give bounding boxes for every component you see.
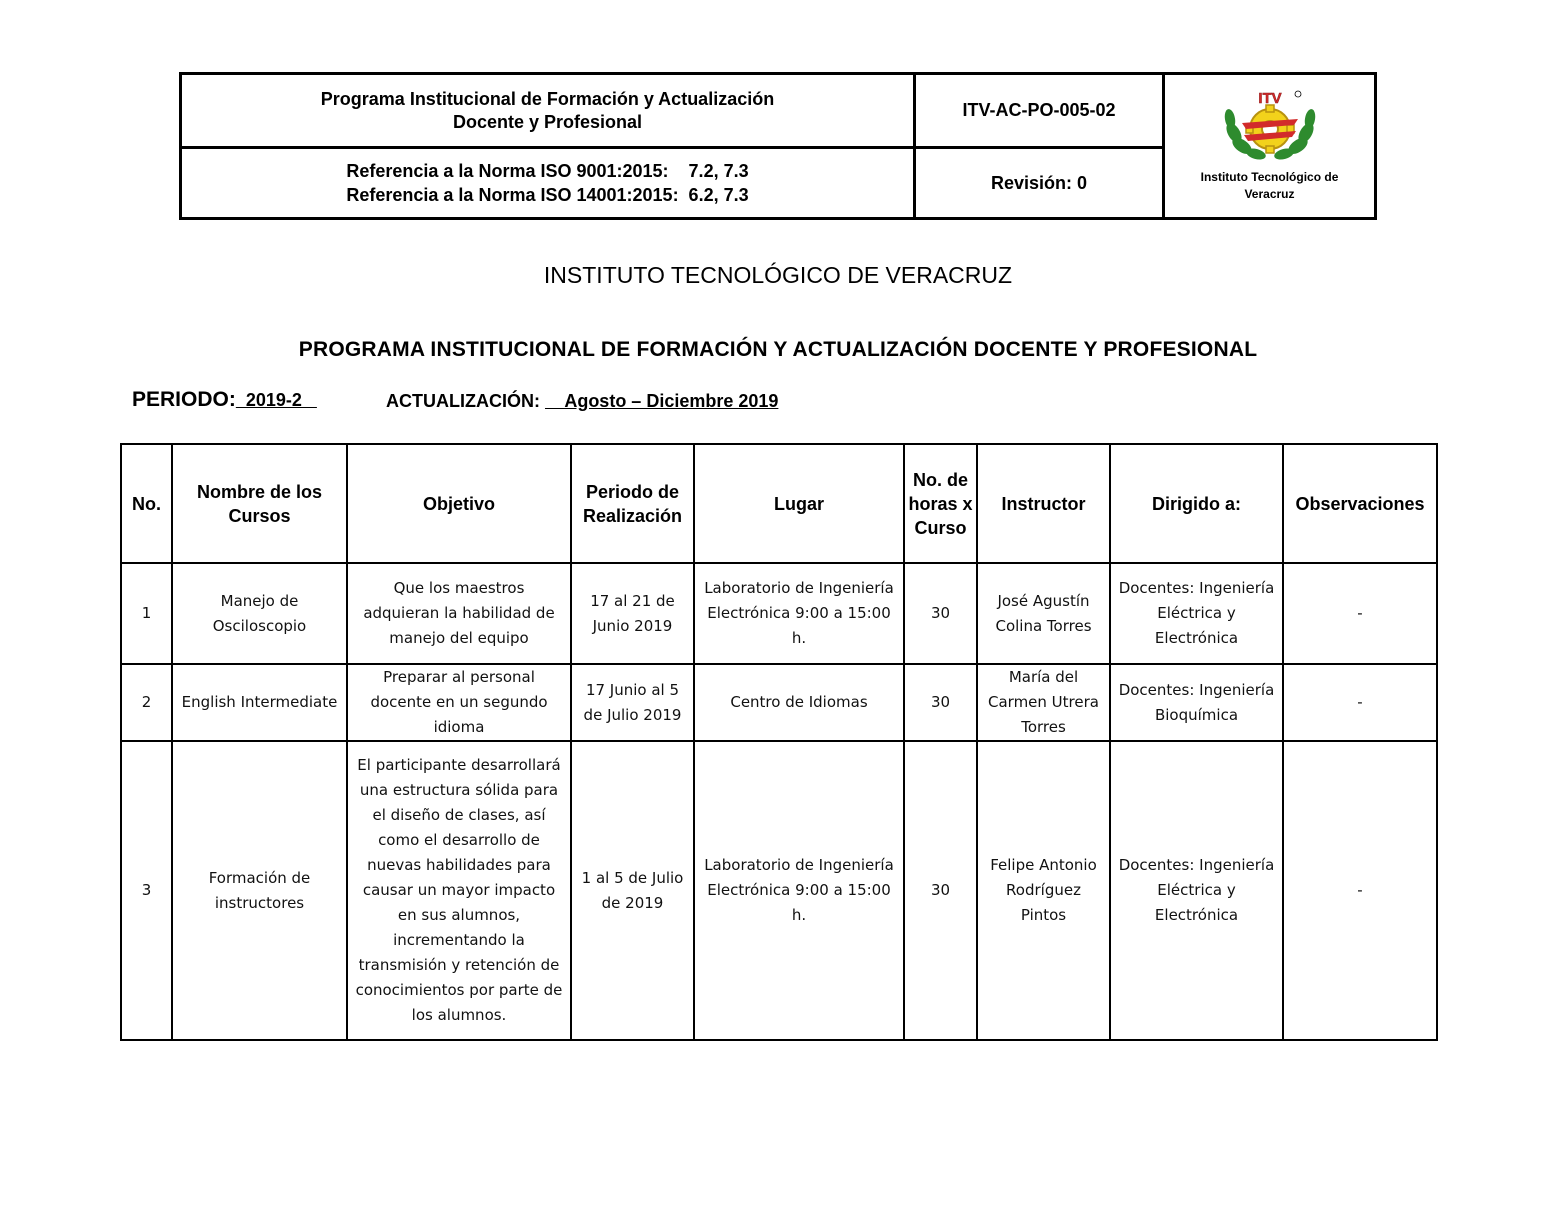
cell-nombre: English Intermediate [172,664,347,741]
document-revision: Revisión: 0 [990,172,1088,193]
header-iso-reference [182,149,913,217]
periodo-field [132,388,317,412]
actualizacion-value: Agosto – Diciembre 2019 [544,391,779,411]
cell-horas: 30 [904,563,977,664]
table-row [121,563,1437,664]
cell-objetivo: El participante desarrollará una estructura sólida para el diseño de clases, así como el desarrollo de nuevas habilidades para causar un mayor impacto en sus alumnos, incrementando la transmisión y retención de conocimientos por parte de los alumnos. [347,741,571,1040]
header-title-line2: Docente y Profesional [452,111,643,132]
cell-horas: 30 [904,664,977,741]
cell-observaciones: - [1283,664,1437,741]
header-instructor: Instructor [977,444,1110,563]
cell-instructor: José Agustín Colina Torres [977,563,1110,664]
header-ref-line2: Referencia a la Norma ISO 14001:2015: 6.2, 7.3 [346,185,749,205]
cell-periodo: 1 al 5 de Julio de 2019 [571,741,694,1040]
cell-no: 3 [121,741,172,1040]
header-observaciones: Observaciones [1283,444,1437,563]
actualizacion-label: ACTUALIZACIÓN: [386,391,545,411]
table-row [121,741,1437,1040]
header-no: No. [121,444,172,563]
cell-observaciones: - [1283,563,1437,664]
cell-instructor: Felipe Antonio Rodríguez Pintos [977,741,1110,1040]
cell-lugar: Laboratorio de Ingeniería Electrónica 9:00 a 15:00 h. [694,741,904,1040]
institute-name-line1: Instituto Tecnológico de [1200,170,1339,184]
cell-observaciones: - [1283,741,1437,1040]
periodo-label: PERIODO: [132,388,236,411]
cell-no: 2 [121,664,172,741]
courses-table [120,443,1438,1041]
document-header [179,72,1377,220]
header-horas: No. de horas x Curso [904,444,977,563]
cell-instructor: María del Carmen Utrera Torres [977,664,1110,741]
cell-objetivo: Preparar al personal docente en un segundo idioma [347,664,571,741]
header-dirigido: Dirigido a: [1110,444,1283,563]
header-title [182,75,913,146]
institute-name-line2: Veracruz [1244,187,1295,201]
table-header-row [121,444,1437,563]
svg-text:ITV: ITV [1257,90,1282,107]
cell-periodo: 17 Junio al 5 de Julio 2019 [571,664,694,741]
itv-logo-icon [1220,89,1320,163]
table-row [121,664,1437,741]
cell-dirigido: Docentes: Ingeniería Eléctrica y Electrónica [1110,563,1283,664]
cell-periodo: 17 al 21 de Junio 2019 [571,563,694,664]
actualizacion-field [386,391,778,412]
cell-lugar: Centro de Idiomas [694,664,904,741]
cell-horas: 30 [904,741,977,1040]
cell-objetivo: Que los maestros adquieran la habilidad de manejo del equipo [347,563,571,664]
institute-logo-cell [1165,75,1374,217]
header-periodo: Periodo de Realización [571,444,694,563]
header-title-line1: Programa Institucional de Formación y Actualización [320,88,775,109]
institute-title: INSTITUTO TECNOLÓGICO DE VERACRUZ [543,262,1013,288]
program-title: PROGRAMA INSTITUCIONAL DE FORMACIÓN Y ACTUALIZACIÓN DOCENTE Y PROFESIONAL [298,338,1258,361]
header-nombre: Nombre de los Cursos [172,444,347,563]
cell-dirigido: Docentes: Ingeniería Eléctrica y Electrónica [1110,741,1283,1040]
cell-no: 1 [121,563,172,664]
header-lugar: Lugar [694,444,904,563]
cell-nombre: Formación de instructores [172,741,347,1040]
header-ref-line1: Referencia a la Norma ISO 9001:2015: 7.2, 7.3 [346,161,749,181]
periodo-value: 2019-2 [235,390,317,410]
cell-dirigido: Docentes: Ingeniería Bioquímica [1110,664,1283,741]
cell-nombre: Manejo de Osciloscopio [172,563,347,664]
cell-lugar: Laboratorio de Ingeniería Electrónica 9:00 a 15:00 h. [694,563,904,664]
document-code: ITV-AC-PO-005-02 [962,100,1116,120]
header-objetivo: Objetivo [347,444,571,563]
header-divider [182,146,1165,149]
